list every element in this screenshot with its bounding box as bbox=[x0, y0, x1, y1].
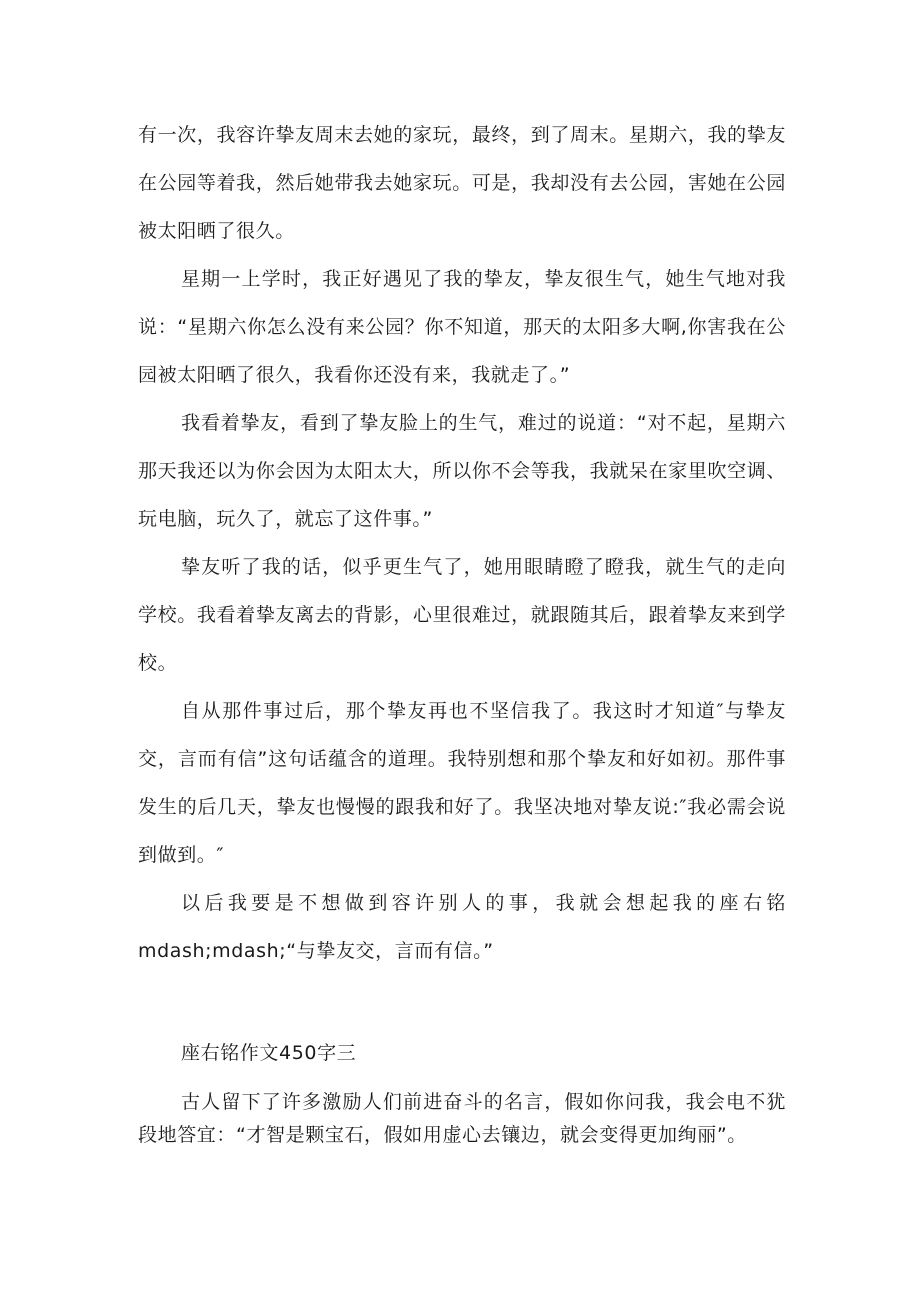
paragraph-4: 挚友听了我的话，似乎更生气了，她用眼睛瞪了瞪我，就生气的走向学校。我看着挚友离去的背影，心里很难过，就跟随其后，跟着挚友来到学校。 bbox=[138, 556, 786, 674]
paragraph-7: 古人留下了许多激励人们前进奋斗的名言，假如你问我，我会电不犹段地答宜：“才智是颗宝石，假如用虚心去镶边，就会变得更加绚丽”。 bbox=[138, 1091, 786, 1146]
section-heading: 座右铭作文450字三 bbox=[181, 1042, 357, 1064]
paragraph-1: 有一次，我容许挚友周末去她的家玩，最终，到了周末。星期六，我的挚友在公园等着我，然后她带我去她家玩。可是，我却没有去公园，害她在公园被太阳晒了很久。 bbox=[138, 124, 786, 242]
paragraph-2: 星期一上学时，我正好遇见了我的挚友，挚友很生气，她生气地对我说：“星期六你怎么没有来公园？你不知道，那天的太阳多大啊,你害我在公园被太阳晒了很久，我看你还没有来，我就走了。” bbox=[138, 268, 786, 386]
paragraph-5: 自从那件事过后，那个挚友再也不坚信我了。我这时才知道″与挚友交，言而有信”这句话蕴含的道理。我特别想和那个挚友和好如初。那件事发生的后几天，挚友也慢慢的跟我和好了。我坚决地对挚友说:″我必需会说到做到。″ bbox=[138, 700, 786, 866]
paragraph-3: 我看着挚友，看到了挚友脸上的生气，难过的说道：“对不起，星期六那天我还以为你会因为太阳太大，所以你不会等我，我就呆在家里吹空调、玩电脑，玩久了，就忘了这件事。” bbox=[138, 412, 786, 530]
paragraph-6: 以后我要是不想做到容许别人的事，我就会想起我的座右铭mdash;mdash;“与挚友交，言而有信。” bbox=[138, 892, 786, 962]
